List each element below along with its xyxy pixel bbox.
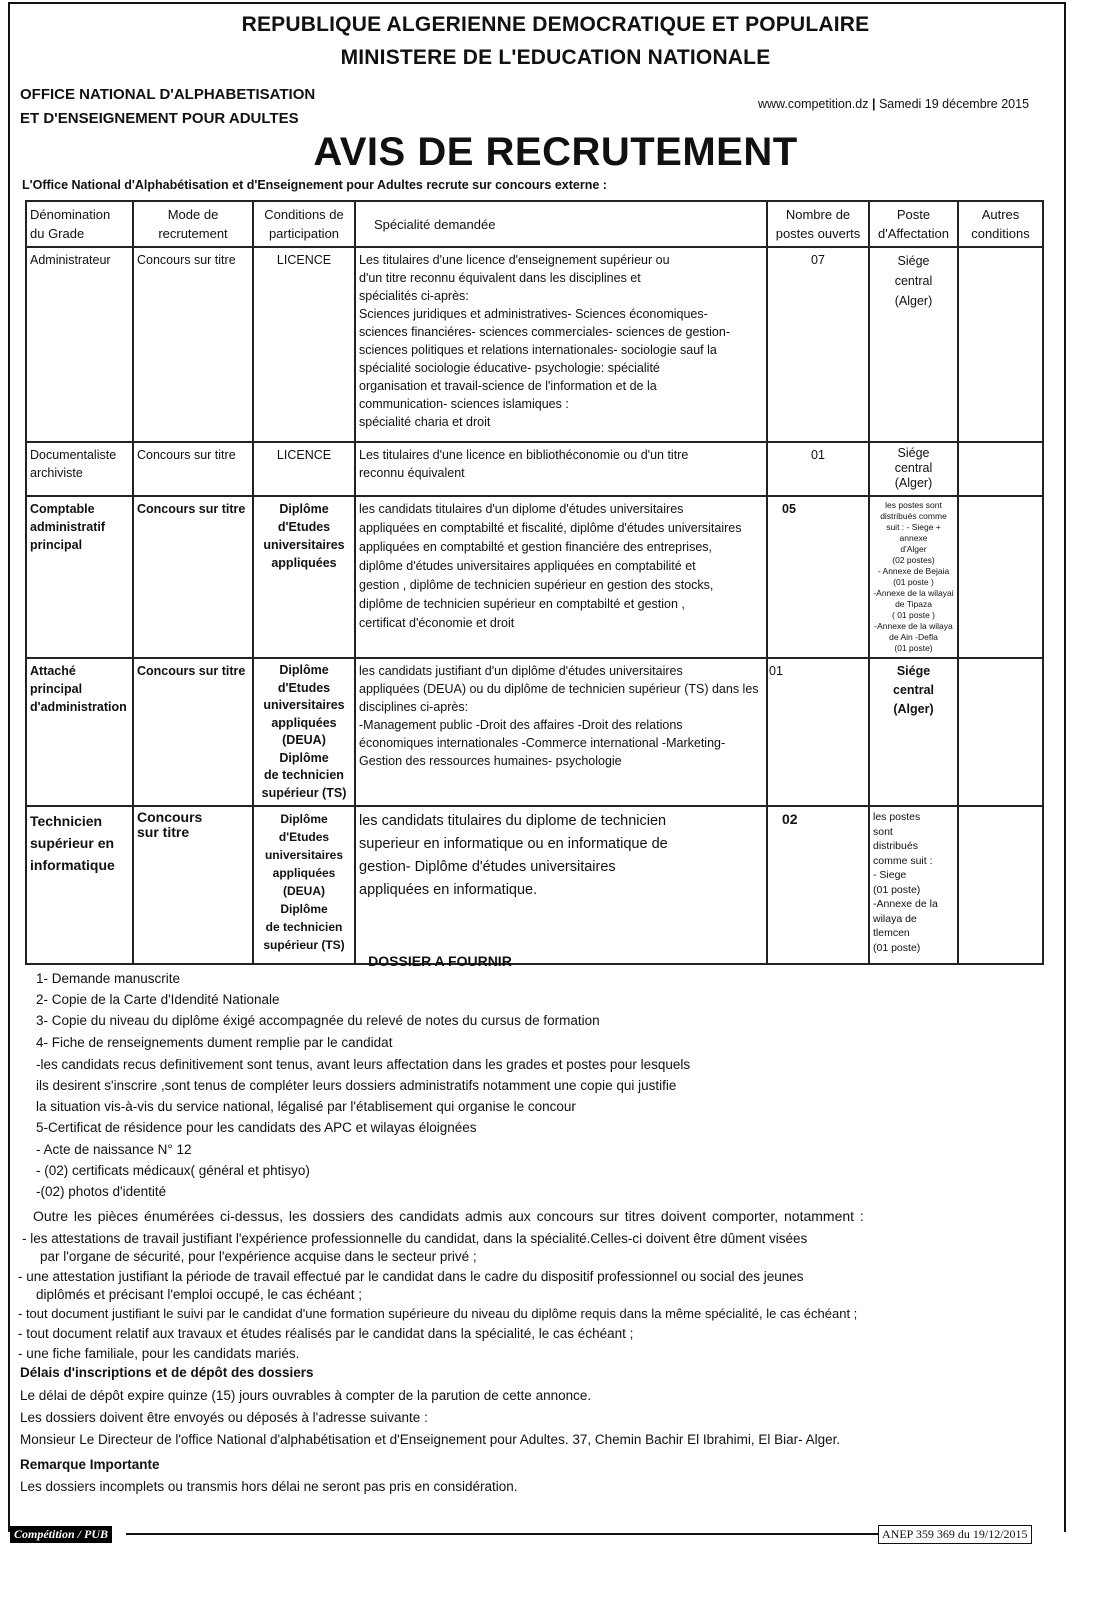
cell-nombre: 01 bbox=[767, 658, 869, 806]
cell-conditions: LICENCE bbox=[253, 442, 355, 496]
extra-item: - une fiche familiale, pour les candidats mariés. bbox=[18, 1346, 300, 1361]
footer-anep-reference: ANEP 359 369 du 19/12/2015 bbox=[878, 1525, 1032, 1544]
cell-grade: Technicien supérieur en informatique bbox=[26, 806, 133, 964]
dossier-item: -(02) photos d'identité bbox=[36, 1184, 167, 1199]
cell-grade: Comptable administratif principal bbox=[26, 496, 133, 658]
cell-conditions: Diplôme d'Etudes universitaires appliquées (DEUA) Diplôme de technicien supérieur (TS) bbox=[253, 658, 355, 806]
cell-grade: Attaché principal d'administration bbox=[26, 658, 133, 806]
cell-autres bbox=[958, 658, 1043, 806]
cell-specialite: Les titulaires d'une licence d'enseignement supérieur ou d'un titre reconnu équivalent dans les disciplines et spécialités ci-après: Sciences juridiques et administratives- Sciences économiques- sciences financiéres- sciences commerciales- sciences de gestion- sciences politiques et relations internationales- sociologie sauf la spécialité sociologie éducative- psychologie: spécialité organisation et travail-science de l'information et de la communication- sciences islamiques : spécialité charia et droit bbox=[355, 247, 767, 442]
dossier-item: 5-Certificat de résidence pour les candidats des APC et wilayas éloignées bbox=[36, 1120, 477, 1135]
cell-mode: Concours sur titre bbox=[133, 806, 253, 964]
cell-conditions: LICENCE bbox=[253, 247, 355, 442]
cell-specialite: les candidats titulaires du diplome de technicien superieur en informatique ou en informatique de gestion- Diplôme d'études universitaires appliquées en informatique. bbox=[355, 806, 767, 964]
cell-conditions: Diplôme d'Etudes universitaires appliquées (DEUA) Diplôme de technicien supérieur (TS) bbox=[253, 806, 355, 964]
cell-grade: Documentaliste archiviste bbox=[26, 442, 133, 496]
intro-text: L'Office National d'Alphabétisation et d'Enseignement pour Adultes recrute sur concours externe : bbox=[22, 178, 607, 192]
recruitment-table bbox=[25, 200, 1044, 965]
cell-nombre: 02 bbox=[767, 806, 869, 964]
office-name-line2: ET D'ENSEIGNEMENT POUR ADULTES bbox=[20, 110, 299, 127]
col-header-autres: Autres conditions bbox=[958, 201, 1043, 247]
dossier-heading: DOSSIER A FOURNIR bbox=[368, 953, 512, 969]
cell-mode: Concours sur titre bbox=[133, 658, 253, 806]
cell-specialite: Les titulaires d'une licence en bibliothéconomie ou d'un titre reconnu équivalent bbox=[355, 442, 767, 496]
cell-affectation: Siége central (Alger) bbox=[869, 247, 958, 442]
cell-autres bbox=[958, 247, 1043, 442]
cell-nombre: 01 bbox=[767, 442, 869, 496]
col-header-mode: Mode de recrutement bbox=[133, 201, 253, 247]
website-link[interactable]: www.competition.dz bbox=[758, 97, 869, 111]
cell-conditions: Diplôme d'Etudes universitaires appliquées bbox=[253, 496, 355, 658]
dossier-item: - (02) certificats médicaux( général et phtisyo) bbox=[36, 1163, 310, 1178]
cell-affectation: Siége central (Alger) bbox=[869, 658, 958, 806]
remarque-heading: Remarque Importante bbox=[20, 1457, 160, 1472]
col-header-specialite: Spécialité demandée bbox=[355, 201, 767, 247]
table-row bbox=[26, 496, 1043, 658]
dossier-item: 3- Copie du niveau du diplôme éxigé accompagnée du relevé de notes du cursus de formation bbox=[36, 1013, 600, 1028]
cell-mode: Concours sur titre bbox=[133, 442, 253, 496]
extra-item: diplômés et précisant l'emploi occupé, le cas échéant ; bbox=[36, 1287, 363, 1302]
dossier-item: la situation vis-à-vis du service national, légalisé par l'établisement qui organise le concour bbox=[36, 1099, 576, 1114]
extra-item: - les attestations de travail justifiant l'expérience professionnelle du candidat, dans la spécialité.Celles-ci doivent être dûment visées bbox=[22, 1231, 808, 1246]
table-row bbox=[26, 442, 1043, 496]
table-row bbox=[26, 658, 1043, 806]
ministry-heading: MINISTERE DE L'EDUCATION NATIONALE bbox=[340, 46, 771, 69]
footer-source: Compétition / PUB bbox=[10, 1526, 112, 1543]
cell-specialite: les candidats titulaires d'un diplome d'études universitaires appliquées en comptabilté et fiscalité, diplôme d'études universitaires appliquées en comptabilté et gestion financiére des entreprises, diplôme d'études universitaires appliquées en comptabilité et gestion , diplôme de technicien supérieur en gestion des stocks, diplôme de technicien supérieur en comptabilté et gestion , certificat d'économie et droit bbox=[355, 496, 767, 658]
dossier-item: ils desirent s'inscrire ,sont tenus de compléter leurs dossiers administratifs notamment une copie qui justifie bbox=[36, 1078, 677, 1093]
extra-item: - tout document justifiant le suivi par le candidat d'une formation supérieure du niveau du diplôme requis dans la même spécialité, le cas échéant ; bbox=[18, 1306, 858, 1321]
cell-nombre: 07 bbox=[767, 247, 869, 442]
cell-affectation: les postes sont distribués comme suit : - Siege (01 poste) -Annexe de la wilaya de tlemcen (01 poste) bbox=[869, 806, 958, 964]
col-header-affectation: Poste d'Affectation bbox=[869, 201, 958, 247]
col-header-grade: Dénomination du Grade bbox=[26, 201, 133, 247]
source-dateline: www.competition.dz | Samedi 19 décembre 2015 bbox=[758, 97, 1030, 111]
table-row bbox=[26, 806, 1043, 964]
delais-line: Les dossiers doivent être envoyés ou déposés à l'adresse suivante : bbox=[20, 1410, 428, 1425]
extra-item: - une attestation justifiant la période de travail effectué par le candidat dans le cadre du dispositif professionnel ou social des jeunes bbox=[18, 1269, 804, 1284]
remarque-text: Les dossiers incomplets ou transmis hors délai ne seront pas pris en considération. bbox=[20, 1479, 518, 1494]
cell-mode: Concours sur titre bbox=[133, 496, 253, 658]
col-header-conditions: Conditions de participation bbox=[253, 201, 355, 247]
dossier-item: 1- Demande manuscrite bbox=[36, 971, 181, 986]
table-row bbox=[26, 247, 1043, 442]
office-name-line1: OFFICE NATIONAL D'ALPHABETISATION bbox=[20, 86, 316, 103]
delais-line: Le délai de dépôt expire quinze (15) jours ouvrables à compter de la parution de cette annonce. bbox=[20, 1388, 592, 1403]
publication-date: Samedi 19 décembre 2015 bbox=[878, 97, 1030, 111]
outre-paragraph: Outre les pièces énumérées ci-dessus, les dossiers des candidats admis aux concours sur titres doivent comporter, notamment : bbox=[33, 1208, 864, 1224]
cell-affectation: les postes sont distribués comme suit : - Siege + annexe d'Alger (02 postes) - Annexe de Bejaia (01 poste ) -Annexe de la wilayai de Tipaza ( 01 poste ) -Annexe de la wilaya de Ain -Defla (01 poste) bbox=[869, 496, 958, 658]
cell-nombre: 05 bbox=[767, 496, 869, 658]
table-header-row bbox=[26, 201, 1043, 247]
dossier-item: -les candidats recus definitivement sont tenus, avant leurs affectation dans les grades et postes pour lesquels bbox=[36, 1057, 691, 1072]
republic-heading: REPUBLIQUE ALGERIENNE DEMOCRATIQUE ET POPULAIRE bbox=[241, 13, 870, 36]
cell-autres bbox=[958, 496, 1043, 658]
cell-specialite: les candidats justifiant d'un diplôme d'études universitaires appliquées (DEUA) ou du diplôme de technicien supérieur (TS) dans les disciplines ci-après: -Management public -Droit des affaires -Droit des relations économiques internationales -Commerce international -Marketing- Gestion des ressources humaines- psychologie bbox=[355, 658, 767, 806]
extra-item: - tout document relatif aux travaux et études réalisés par le candidat dans la spécialité, le cas échéant ; bbox=[18, 1326, 634, 1341]
cell-affectation: Siége central (Alger) bbox=[869, 442, 958, 496]
page-title: AVIS DE RECRUTEMENT bbox=[313, 130, 798, 174]
dossier-item: 2- Copie de la Carte d'Idendité Nationale bbox=[36, 992, 280, 1007]
cell-autres bbox=[958, 442, 1043, 496]
extra-item: par l'organe de sécurité, pour l'expérience acquise dans le secteur privé ; bbox=[40, 1249, 477, 1264]
cell-mode: Concours sur titre bbox=[133, 247, 253, 442]
cell-grade: Administrateur bbox=[26, 247, 133, 442]
cell-autres bbox=[958, 806, 1043, 964]
delais-heading: Délais d'inscriptions et de dépôt des dossiers bbox=[20, 1365, 314, 1380]
dossier-item: 4- Fiche de renseignements dument remplie par le candidat bbox=[36, 1035, 393, 1050]
dossier-item: - Acte de naissance N° 12 bbox=[36, 1142, 192, 1157]
delivery-address: Monsieur Le Directeur de l'office National d'alphabétisation et d'Enseignement pour Adultes. 37, Chemin Bachir El Ibrahimi, El Biar- Alger. bbox=[20, 1432, 841, 1447]
col-header-nombre: Nombre de postes ouverts bbox=[767, 201, 869, 247]
footer-divider bbox=[126, 1533, 878, 1535]
